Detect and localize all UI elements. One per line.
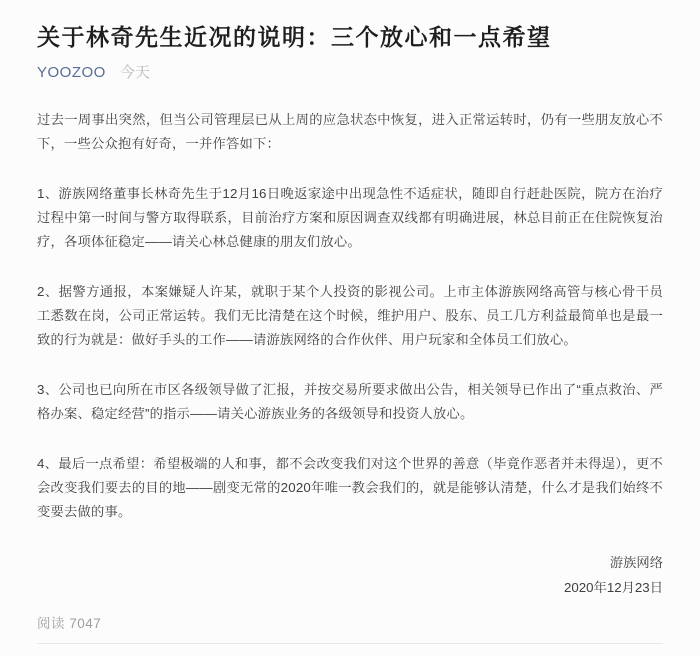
article-paragraph: 1、游族网络董事长林奇先生于12月16日晚返家途中出现急性不适症状，随即自行赶赴医院，院方在治疗过程中第一时间与警方取得联系，目前治疗方案和原因调查双线都有明确进展，林总目前正在住院恢复治疗，各项体征稳定——请关心林总健康的朋友们放心。 xyxy=(37,186,663,249)
signature-name: 游族网络 xyxy=(609,555,663,570)
article-paragraph: 2、据警方通报，本案嫌疑人许某，就职于某个人投资的影视公司。上市主体游族网络高管与核心骨干员工悉数在岗，公司正常运转。我们无比清楚在这个时候，维护用户、股东、员工几方利益最简单也是最一致的行为就是：做好手头的工作——请游族网络的合作伙伴、用户玩家和全体员工们放心。 xyxy=(37,284,663,347)
read-count: 阅读 7047 xyxy=(37,616,102,631)
article-title: 关于林奇先生近况的说明：三个放心和一点希望 xyxy=(37,24,552,50)
footer-divider xyxy=(37,643,663,644)
signature-block xyxy=(37,550,663,600)
article-paragraph: 过去一周事出突然，但当公司管理层已从上周的应急状态中恢复，进入正常运转时，仍有一些朋友放心不下，一些公众抱有好奇，一并作答如下： xyxy=(37,112,663,151)
article-body xyxy=(37,108,663,524)
publish-date: 今天 xyxy=(120,64,151,81)
signature-date: 2020年12月23日 xyxy=(563,580,663,595)
article-paragraph: 4、最后一点希望：希望极端的人和事，都不会改变我们对这个世界的善意（毕竟作恶者并未得逞），更不会改变我们要去的目的地——剧变无常的2020年唯一教会我们的，就是能够认清楚，什么才是我们始终不变要去做的事。 xyxy=(37,456,663,519)
byline xyxy=(37,64,663,82)
article-paragraph: 3、公司也已向所在市区各级领导做了汇报，并按交易所要求做出公告，相关领导已作出了“重点救治、严格办案、稳定经营”的指示——请关心游族业务的各级领导和投资人放心。 xyxy=(37,382,663,421)
account-name-link[interactable]: YOOZOO xyxy=(37,64,106,81)
